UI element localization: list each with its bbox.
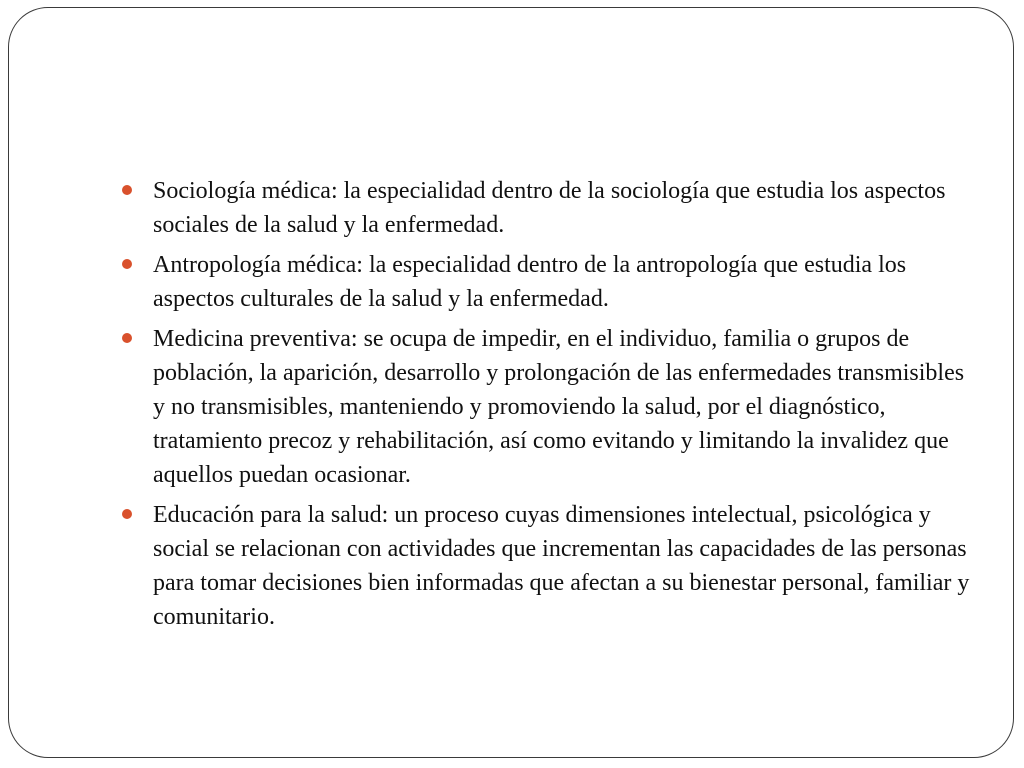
bullet-text: Sociología médica: la especialidad dentro de la sociología que estudia los aspectos sociales de la salud y la enfermedad.: [153, 178, 946, 238]
bullet-dot-icon: [122, 259, 132, 269]
bullet-dot-icon: [122, 333, 132, 343]
bullet-dot-icon: [122, 185, 132, 195]
list-item: [122, 498, 972, 634]
list-item: [122, 322, 972, 492]
bullet-text: Antropología médica: la especialidad dentro de la antropología que estudia los aspectos culturales de la salud y la enfermedad.: [153, 252, 907, 312]
bullet-text: Medicina preventiva: se ocupa de impedir, en el individuo, familia o grupos de población, la aparición, desarrollo y prolongación de las enfermedades transmisibles y no transmisibles, manteniendo y promoviendo la salud, por el diagnóstico, tratamiento precoz y rehabilitación, así como evitando y limitando la invalidez que aquellos puedan ocasionar.: [153, 326, 965, 488]
bullet-text: Educación para la salud: un proceso cuyas dimensiones intelectual, psicológica y social se relacionan con actividades que incrementan las capacidades de las personas para tomar decisiones bien informadas que afectan a su bienestar personal, familiar y comunitario.: [153, 502, 970, 630]
slide-frame: [8, 7, 1014, 758]
list-item: [122, 248, 972, 316]
bullet-list: [122, 174, 972, 640]
bullet-dot-icon: [122, 509, 132, 519]
list-item: [122, 174, 972, 242]
